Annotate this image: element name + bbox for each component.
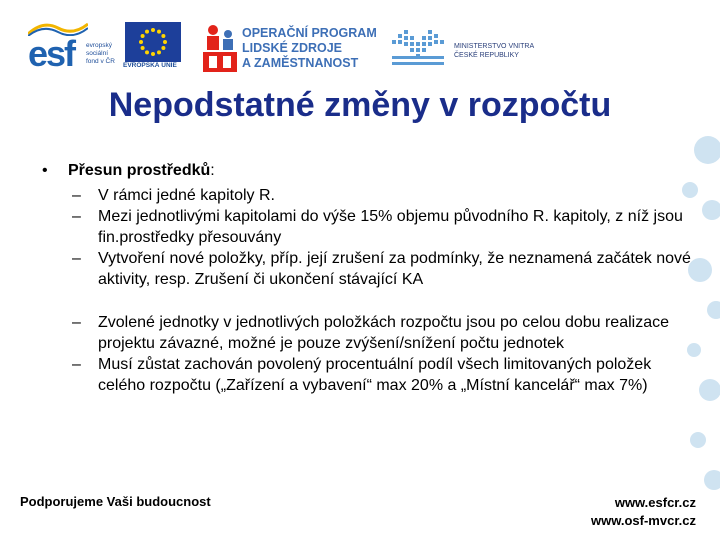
sub-list-2 (42, 312, 692, 396)
op-figures-icon (203, 24, 237, 72)
list-item: – Zvolené jednotky v jednotlivých položkách rozpočtu jsou po celou dobu realizace projektu závazné, možné je pouze zvýšení/snížení počtu jednotek (72, 314, 670, 352)
esf-flag-icon (28, 20, 88, 36)
spacer (42, 290, 692, 308)
footer-links (591, 494, 696, 530)
logo-bar (0, 0, 720, 80)
ministry-emblem-icon (392, 26, 448, 70)
op-program-name: OPERAČNÍ PROGRAM LIDSKÉ ZDROJE A ZAMĚSTNANOST (242, 26, 377, 70)
esf-caption: evropský sociální fond v ČR (86, 42, 115, 65)
eu-flag-icon (125, 22, 181, 62)
eu-caption: EVROPSKÁ UNIE (123, 62, 177, 69)
bullet-marker: • (42, 162, 48, 179)
bullet-label: Přesun prostředků (68, 162, 211, 179)
footer-link-esfcr[interactable]: www.esfcr.cz (614, 495, 696, 510)
slide-content (42, 160, 692, 396)
list-item: – Vytvoření nové položky, příp. její zrušení za podmínky, že neznamená začátek nové aktivity, resp. Zrušení či ukončení stávající KA (72, 250, 691, 288)
ministry-name: MINISTERSTVO VNITRA ČESKÉ REPUBLIKY (454, 43, 535, 59)
esf-logo-mark: esf (28, 33, 75, 74)
page-title: Nepodstatné změny v rozpočtu (108, 86, 612, 124)
bullet-label-suffix: : (210, 162, 215, 179)
bullet-main (42, 160, 692, 181)
list-item: – V rámci jedné kapitoly R. (72, 187, 275, 204)
footer-link-osf[interactable]: www.osf-mvcr.cz (591, 513, 696, 528)
list-item: – Mezi jednotlivými kapitolami do výše 15% objemu původního R. kapitoly, z níž jsou fin.prostředky přesouvány (72, 208, 683, 246)
list-item: – Musí zůstat zachován povolený procentuální podíl všech limitovaných položek celého rozpočtu („Zařízení a vybavení“ max 20% a „Místní kancelář“ max 7%) (72, 356, 652, 394)
footer-slogan: Podporujeme Vaši budoucnost (20, 494, 211, 509)
sub-list-1 (42, 185, 692, 290)
